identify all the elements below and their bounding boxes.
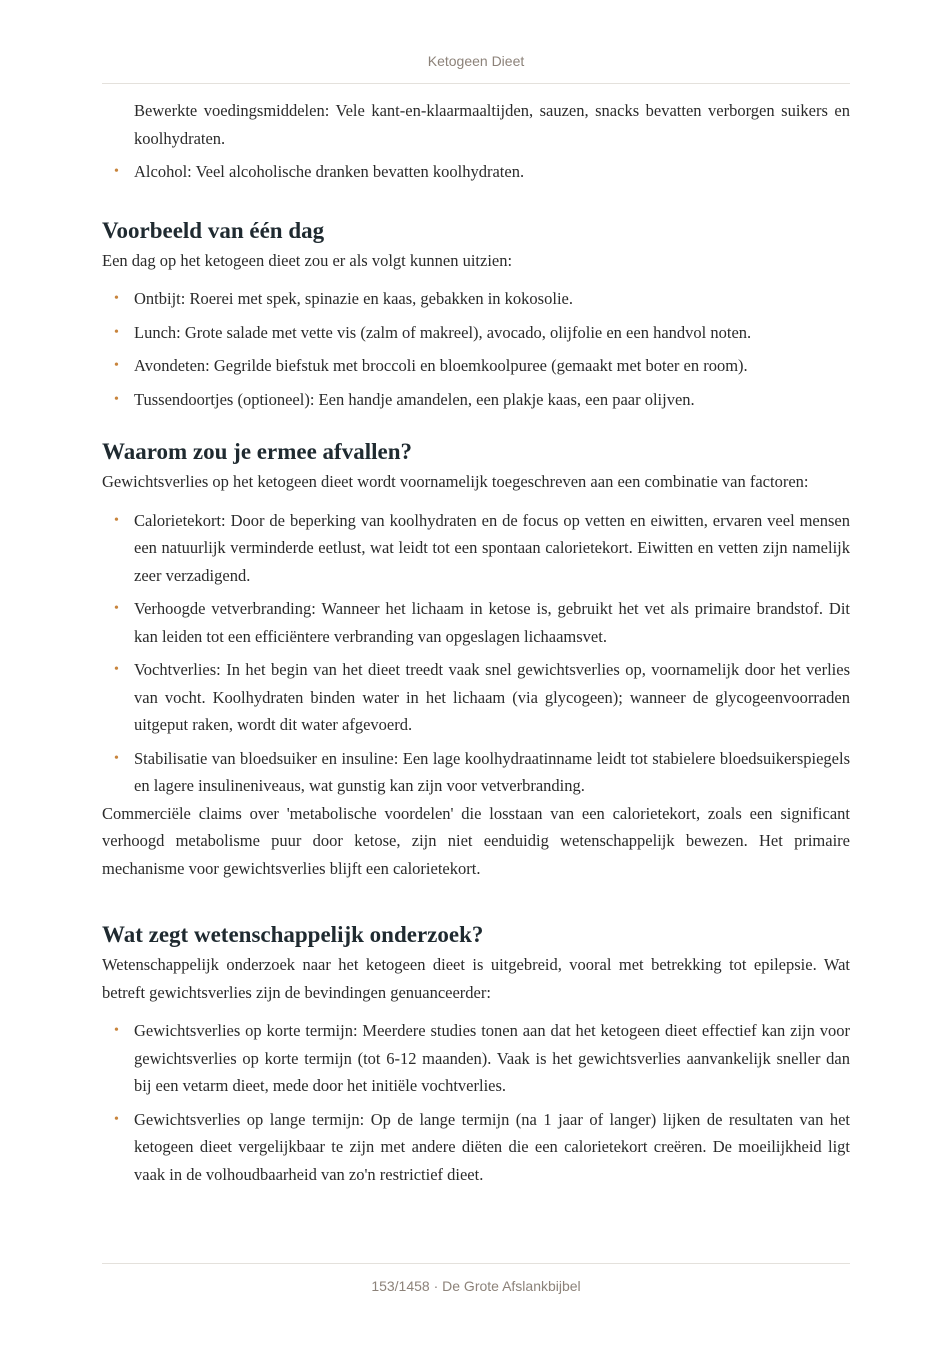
list-item	[102, 158, 850, 186]
page-footer: 153/1458 · De Grote Afslankbijbel	[102, 1263, 850, 1295]
page-content	[102, 97, 850, 1194]
bullet-dot-icon: •	[114, 164, 119, 179]
list-item-text: Bewerkte voedingsmiddelen: Vele kant-en-klaarmaaltijden, sauzen, snacks bevatten verborgen suikers en koolhydraten.	[134, 101, 850, 148]
meal-list	[102, 285, 850, 413]
bullet-dot-icon: •	[114, 662, 119, 677]
list-item	[102, 97, 850, 152]
section-heading: Wat zegt wetenschappelijk onderzoek?	[102, 922, 484, 947]
section-example-day	[102, 216, 850, 414]
section-heading: Voorbeeld van één dag	[102, 217, 325, 243]
section-intro: Een dag op het ketogeen dieet zou er als volgt kunnen uitzien:	[102, 250, 513, 270]
list-item	[102, 656, 850, 739]
section-intro: Gewichtsverlies op het ketogeen dieet wordt voornamelijk toegeschreven aan een combinatie van factoren:	[102, 472, 809, 491]
list-item	[102, 595, 850, 650]
list-item-text: Gewichtsverlies op korte termijn: Meerdere studies tonen aan dat het ketogeen dieet effectief kan zijn voor gewichtsverlies op korte termijn (tot 6-12 maanden). Vaak is het gewichtsverlies aanvankelijk sneller dan bij een vetarm dieet, mede door het initiële vochtverlies.	[134, 1021, 850, 1095]
bullet-dot-icon: •	[114, 1111, 119, 1127]
section-why-lose-weight	[102, 437, 850, 882]
section-heading: Waarom zou je ermee afvallen?	[102, 439, 412, 464]
list-item	[102, 386, 850, 414]
findings-list	[102, 1017, 850, 1188]
bullet-dot-icon: •	[114, 391, 119, 407]
bullet-dot-icon: •	[114, 358, 119, 373]
running-header: Ketogeen Dieet	[102, 52, 850, 84]
bullet-dot-icon: •	[114, 601, 119, 616]
list-item-text: Tussendoortjes (optioneel): Een handje amandelen, een plakje kaas, een paar olijven.	[134, 389, 695, 409]
list-item-text: Avondeten: Gegrilde biefstuk met broccoli en bloemkoolpuree (gemaakt met boter en room).	[134, 356, 748, 375]
list-item-text: Ontbijt: Roerei met spek, spinazie en kaas, gebakken in kokosolie.	[134, 289, 573, 308]
factor-list	[102, 507, 850, 800]
section-closing-paragraph: Commerciële claims over 'metabolische voordelen' die losstaan van een calorietekort, zoals een significant verhoogd metabolisme puur door ketose, zijn niet eenduidig wetenschappelijk bewezen. Het primaire mechanisme voor gewichtsverlies blijft een calorietekort.	[102, 803, 850, 878]
list-item	[102, 285, 850, 313]
list-item	[102, 352, 850, 380]
list-item-text: Alcohol: Veel alcoholische dranken bevatten koolhydraten.	[134, 162, 525, 181]
list-item-text: Calorietekort: Door de beperking van koolhydraten en de focus op vetten en eiwitten, ervaren veel mensen een natuurlijk verminderde eetlust, wat leidt tot een spontaan calorietekort. Eiwitten en vetten zijn namelijk zeer verzadigend.	[134, 510, 850, 585]
carryover-list	[102, 97, 850, 186]
bullet-dot-icon: •	[114, 1023, 119, 1038]
list-item-text: Lunch: Grote salade met vette vis (zalm of makreel), avocado, olijfolie en een handvol noten.	[134, 322, 752, 342]
list-item	[102, 507, 850, 590]
list-item	[102, 1017, 850, 1100]
list-item-text: Vochtverlies: In het begin van het dieet treedt vaak snel gewichtsverlies op, voornamelijk door het verlies van vocht. Koolhydraten binden water in het lichaam (via glycogeen); wanneer de glycogeenvoorraden uitgeput raken, wordt dit water afgevoerd.	[134, 660, 850, 734]
bullet-dot-icon: •	[114, 750, 119, 766]
list-item-text: Stabilisatie van bloedsuiker en insuline: Een lage koolhydraatinname leidt tot stabielere bloedsuikerspiegels en lagere insulineniveaus, wat gunstig kan zijn voor vetverbranding.	[134, 748, 850, 795]
section-scientific-research	[102, 920, 850, 1188]
list-item	[102, 319, 850, 347]
bullet-dot-icon: •	[114, 291, 119, 306]
bullet-dot-icon: •	[114, 512, 119, 528]
bullet-dot-icon: •	[114, 324, 119, 340]
list-item-text: Verhoogde vetverbranding: Wanneer het lichaam in ketose is, gebruikt het vet als primaire brandstof. Dit kan leiden tot een efficiëntere verbranding van opgeslagen lichaamsvet.	[134, 599, 850, 646]
list-item	[102, 1106, 850, 1189]
list-item-text: Gewichtsverlies op lange termijn: Op de lange termijn (na 1 jaar of langer) lijken de resultaten van het ketogeen dieet vergelijkbaar te zijn met andere diëten die een calorietekort creëren. De moeilijkheid ligt vaak in de volhoudbaarheid van zo'n restrictief dieet.	[134, 1109, 850, 1184]
list-item	[102, 745, 850, 800]
section-intro: Wetenschappelijk onderzoek naar het ketogeen dieet is uitgebreid, vooral met betrekking tot epilepsie. Wat betreft gewichtsverlies zijn de bevindingen genuanceerder:	[102, 955, 850, 1002]
